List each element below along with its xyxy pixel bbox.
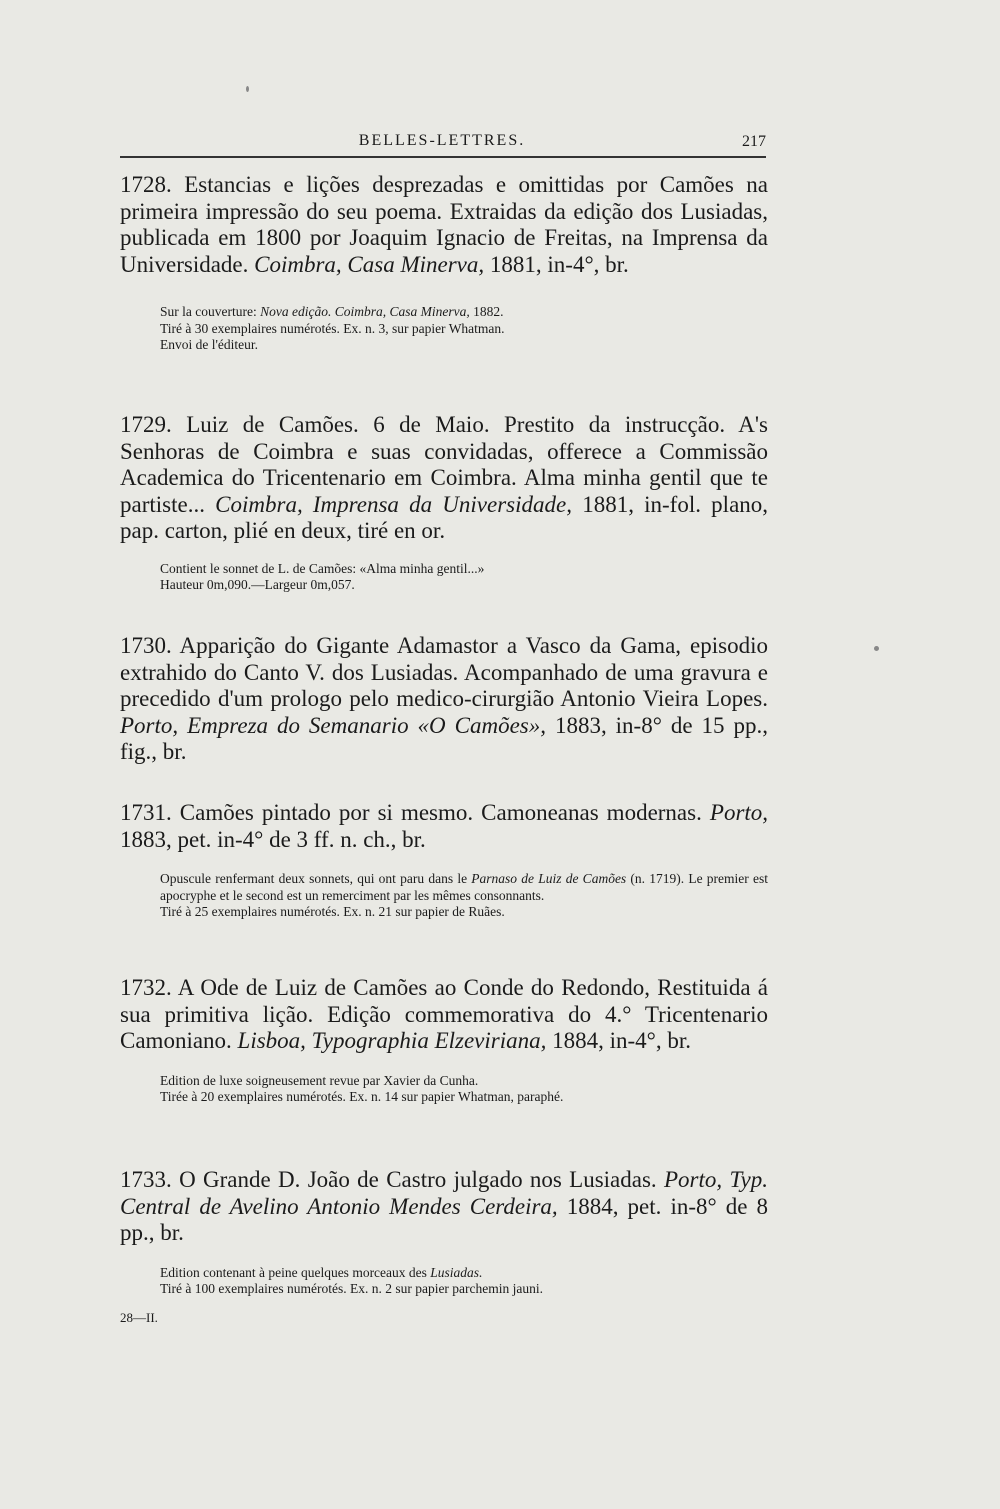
- entry-imprint: Porto, Empreza do Semanario «O Camões»,: [120, 712, 546, 738]
- ink-speck: [874, 646, 879, 651]
- entry-number: 1730.: [120, 633, 172, 658]
- note-line: Edition contenant à peine quelques morceaux des Lusiadas.: [160, 1264, 483, 1280]
- ink-speck: [246, 86, 249, 92]
- entry-details: 1881, in-fol. plano, pap. carton, plié en deux, tiré en or.: [120, 491, 769, 543]
- entry-imprint: Coimbra, Casa Minerva,: [254, 251, 485, 277]
- entry-1733: [120, 1167, 768, 1298]
- entry-notes: [120, 1073, 768, 1106]
- note-line: Tirée à 20 exemplaires numérotés. Ex. n. 14 sur papier Whatman, paraphé.: [160, 1089, 564, 1104]
- entry-details: 1881, in-4°, br.: [489, 251, 629, 277]
- entry-1730: [120, 633, 768, 766]
- running-head: [118, 132, 766, 156]
- note-line: Tiré à 25 exemplaires numérotés. Ex. n. 21 sur papier de Ruães.: [160, 904, 505, 919]
- entry-1729: [120, 412, 768, 594]
- entry-number: 1732.: [120, 975, 172, 1000]
- note-line: Hauteur 0m,090.—Largeur 0m,057.: [160, 577, 355, 592]
- note-line: Edition de luxe soigneusement revue par Xavier da Cunha.: [160, 1072, 479, 1088]
- note-line: Envoi de l'éditeur.: [160, 337, 259, 352]
- entry-details: 1883, pet. in-4° de 3 ff. n. ch., br.: [120, 826, 426, 852]
- entry-main-text: [120, 975, 768, 1055]
- entry-1732: [120, 975, 768, 1106]
- note-line: Contient le sonnet de L. de Camões: «Alma minha gentil...»: [160, 560, 485, 576]
- note-line: Tiré à 30 exemplaires numérotés. Ex. n. 3, sur papier Whatman.: [160, 320, 505, 336]
- page-number: 217: [742, 133, 766, 150]
- entry-notes: [120, 561, 768, 594]
- entry-number: 1728.: [120, 172, 172, 197]
- entry-number: 1733.: [120, 1167, 172, 1192]
- entry-main-text: [120, 1167, 768, 1247]
- note-line: Tiré à 100 exemplaires numérotés. Ex. n. 2 sur papier parchemin jauni.: [160, 1281, 544, 1296]
- entry-imprint: Coimbra, Imprensa da Universidade,: [215, 491, 572, 517]
- entry-main-text: [120, 800, 768, 853]
- entry-notes: [120, 304, 768, 354]
- entry-title: Camões pintado por si mesmo. Camoneanas modernas.: [179, 800, 702, 825]
- entry-1731: [120, 800, 768, 921]
- entry-details: 1883, in-8° de 15 pp., fig., br.: [120, 712, 768, 764]
- entry-notes: [120, 871, 768, 921]
- entry-notes: [120, 1265, 768, 1298]
- entry-main-text: [120, 172, 768, 278]
- entry-title: Estancias e lições desprezadas e omittidas por Camões na primeira impressão do seu poema. Extraidas da edição dos Lusiadas, publicada em 1800 por Joaquim Ignacio de Freitas, na Imprensa da Universidade.: [120, 172, 768, 277]
- entry-title: Apparição do Gigante Adamastor a Vasco da Gama, episodio extrahido do Canto V. dos Lusiadas. Acompanhado de uma gravura e precedido d'um prologo pelo medico-cirurgião Antonio Vieira Lopes.: [120, 633, 768, 711]
- entry-main-text: [120, 633, 768, 766]
- header-rule: [120, 156, 766, 158]
- entry-main-text: [120, 412, 768, 545]
- entry-number: 1731.: [120, 800, 172, 825]
- signature-mark: 28—II.: [120, 1310, 158, 1325]
- entry-details: 1884, in-4°, br.: [552, 1028, 691, 1053]
- entry-imprint: Porto, Typ. Central de Avelino Antonio Mendes Cerdeira,: [120, 1167, 769, 1219]
- note-line: Opuscule renfermant deux sonnets, qui ont paru dans le Parnaso de Luiz de Camões (n. 1719). Le premier est apocryphe et le second est un remerciment par les mêmes consonnants.: [160, 871, 769, 903]
- entry-imprint: Lisboa, Typographia Elzeviriana,: [237, 1028, 547, 1053]
- entry-title: O Grande D. João de Castro julgado nos Lusiadas.: [179, 1167, 657, 1192]
- entry-title: Luiz de Camões. 6 de Maio. Prestito da instrucção. A's Senhoras de Coimbra e suas convidadas, offerece a Commissão Academica do Tricentenario em Coimbra. Alma minha gentil que te partiste...: [120, 412, 768, 517]
- note-line: Sur la couverture: Nova edição. Coimbra, Casa Minerva, 1882.: [160, 304, 504, 319]
- entry-1728: [120, 172, 768, 354]
- entry-title: A Ode de Luiz de Camões ao Conde do Redondo, Restituida á sua primitiva lição. Edição commemorativa do 4.° Tricentenario Camoniano.: [120, 975, 769, 1053]
- section-title: BELLES-LETTRES.: [358, 132, 526, 149]
- entry-imprint: Porto,: [709, 800, 769, 825]
- entry-number: 1729.: [120, 412, 172, 437]
- entry-details: 1884, pet. in-8° de 8 pp., br.: [120, 1193, 769, 1245]
